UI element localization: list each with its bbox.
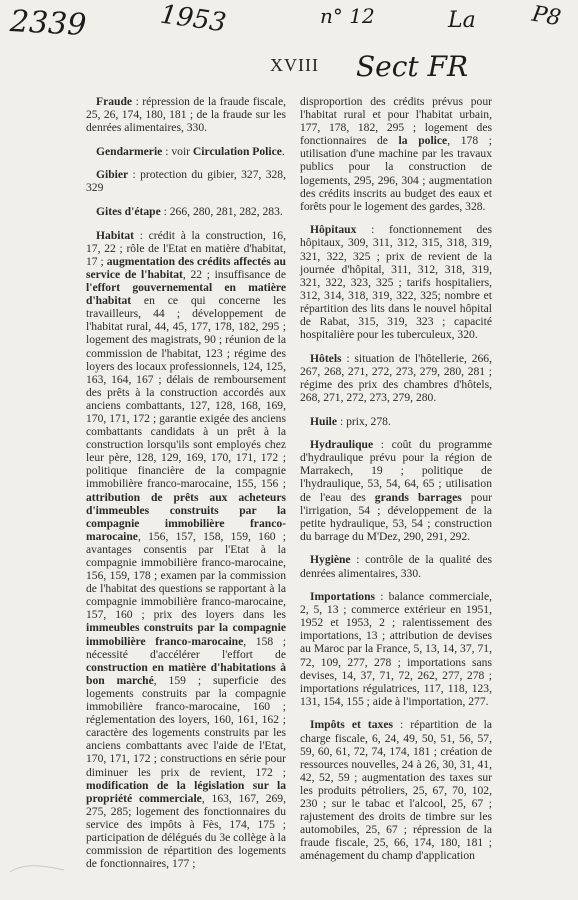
index-entry <box>86 229 286 871</box>
index-text: : voir <box>162 144 193 158</box>
index-term: attribution de prêts aux acheteurs d'immeubles construits par la compagnie immobilière franco-marocaine <box>86 490 286 543</box>
index-entry <box>300 553 492 579</box>
index-term: grands barrages <box>374 490 462 504</box>
index-entry <box>300 590 492 708</box>
index-text: , 163, 167, 269, 275, 285; logement des fonctionnaires du service des impôts à Fès, 174, 175 ; participation de délégués du 3e collège à la commission de répartition des logements de fonctionnaires, 177 ; <box>86 791 286 871</box>
index-term: Gendarmerie <box>96 144 163 158</box>
handwritten-language-mark: La <box>448 8 476 33</box>
index-term: augmentation des crédits affectés au service de l'habitat <box>86 254 286 281</box>
index-text: , 178 ; utilisation d'une machine par les travaux publics pour la construction de logements, 295, 296, 304 ; augmentation des crédits inscrits au budget des eaux et forêts pour le logement des gardes, 328. <box>300 134 492 213</box>
index-text: , 22 ; insuffisance de <box>182 267 286 281</box>
index-term: Gibier <box>96 168 129 182</box>
index-text: : prix, 278. <box>337 414 391 428</box>
index-term: Fraude <box>96 95 133 108</box>
index-term: Hôtels <box>310 351 342 365</box>
index-text: . <box>281 144 285 158</box>
index-entry <box>300 718 492 862</box>
index-term: Hygiène <box>310 553 351 567</box>
index-text: : crédit à la construction, 16, 17, 22 ; rôle de l'Etat en matière d'habitat, 17 ; <box>86 228 286 268</box>
index-term: Hôpitaux <box>310 223 357 237</box>
index-term: Habitat <box>96 228 135 242</box>
index-column-left <box>86 95 286 881</box>
index-term: immeubles construits par la compagnie immobilière franco-marocaine <box>86 621 286 648</box>
index-entry <box>300 415 492 428</box>
index-text: disproportion des crédits prévus pour l'habitat rural et pour l'habitat urbain, 177, 178, 182, 295 ; logement des fonctionnaires de <box>300 95 492 148</box>
index-text: : situation de l'hôtellerie, 266, 267, 268, 271, 272, 273, 279, 280, 281 ; régime des prix des chambres d'hôtels, 268, 271, 272, 273, 279, 280. <box>300 351 492 404</box>
index-term: l'effort gouvernemental en matière d'habitat <box>86 281 286 308</box>
index-entry <box>300 223 492 341</box>
index-entry <box>300 438 492 543</box>
handwritten-page-mark: P8 <box>530 1 563 32</box>
index-term: modification de la législation sur la propriété commerciale <box>86 778 286 805</box>
index-entry <box>300 352 492 404</box>
index-text: : répartition de la charge fiscale, 6, 24, 49, 50, 51, 56, 57, 59, 60, 61, 72, 74, 174, 181 ; création de ressources nouvelles, 24 à 26, 30, 31, 41, 42, 52, 59 ; augmentation des taxes sur les produits pétroliers, 25, 67, 70, 102, 230 ; sur le tabac et l'alcool, 25, 67 ; rajustement des droits de timbre sur les automobiles, 25, 67 ; répression de la fraude fiscale, 25, 66, 174, 180, 181 ; aménagement du champ d'application <box>300 718 492 863</box>
index-entry <box>300 95 492 213</box>
index-entry <box>86 95 286 134</box>
index-text: , 159 ; superficie des logements construits par la compagnie immobilière franco-marocaine, 160 ; réglementation des loyers, 160, 161, 162 ; caractère des logements construits par les anciens combattants avec l'aide de l'Etat, 170, 171, 172 ; constructions en série pour diminuer les prix de revient, 172 ; <box>86 673 286 779</box>
index-term: Circulation Police <box>192 144 282 158</box>
index-text: : 266, 280, 281, 282, 283. <box>160 205 283 219</box>
handwritten-year: 1953 <box>158 0 228 39</box>
handwritten-section-mark: Sect FR <box>356 50 469 83</box>
index-term: construction en matière d'habitations à bon marché <box>86 660 286 687</box>
index-column-right <box>300 95 492 873</box>
handwritten-issue-number: n° 12 <box>320 4 375 28</box>
index-term: Importations <box>310 590 376 604</box>
index-term: Huile <box>310 414 338 428</box>
index-term: la police <box>398 134 448 148</box>
index-text: : fonctionnement des hôpitaux, 309, 311, 312, 315, 318, 319, 321, 322, 325 ; prix de revient de la journée d'hôpital, 311, 312, 318, 319, 321, 322, 323, 325 ; tarifs hospitaliers, 312, 314, 318, 319, 322, 325; nombre et répartition des lits dans le nouvel hôpital de Rabat, 315, 319, 323 ; capacité hospitalière pour les tuberculeux, 320. <box>300 223 492 342</box>
index-text: : contrôle de la qualité des denrées alimentaires, 330. <box>300 553 492 580</box>
index-text: : coût du programme d'hydraulique prévu pour la région de Marrakech, 19 ; politique de l'hydraulique, 53, 54, 64, 65 ; utilisation de l'eau des <box>300 438 492 504</box>
index-text: : balance commerciale, 2, 5, 13 ; commerce extérieur en 1951, 1952 et 1953, 2 ; ralentissement des importations, 13 ; attribution de devises au Maroc par la France, 5, 13, 14, 37, 71, 72, 109, 277, 278 ; importations sans devises, 14, 37, 71, 72, 262, 277, 278 ; importations régulatrices, 117, 118, 123, 131, 154, 155 ; aide à l'importation, 277. <box>300 590 492 708</box>
index-text: : protection du gibier, 327, 328, 329 <box>86 168 286 195</box>
handwritten-archive-number: 2339 <box>9 4 88 43</box>
index-term: Hydraulique <box>310 438 374 452</box>
index-entry <box>86 205 286 218</box>
index-text: : répression de la fraude fiscale, 25, 26, 174, 180, 181 ; de la fraude sur les denrées alimentaires, 330. <box>86 95 286 135</box>
index-term: Gites d'étape <box>96 205 161 219</box>
page-number: XVIII <box>270 55 319 75</box>
binding-mark-bottom-left <box>8 860 68 876</box>
index-text: , 158 ; nécessité d'accélérer l'effort de <box>86 634 286 661</box>
index-text: en ce qui concerne les travailleurs, 44 ; développement de l'habitat rural, 44, 45, 177, 178, 182, 295 ; logement des magistrats, 90 ; réunion de la commission de l'habitat, 123 ; régime des loyers des locaux professionnels, 124, 125, 163, 164, 167 ; délais de remboursement des prêts à la construction accordés aux anciens combattants, 127, 128, 168, 169, 170, 171, 172 ; garantie exigée des anciens combattants candidats à un prêt à la construction lorsqu'ils sont employés chez leur père, 128, 129, 169, 170, 171, 172 ; politique financière de la compagnie immobilière franco-marocaine, 155, 156 ; <box>86 294 286 491</box>
index-term: Impôts et taxes <box>310 718 393 732</box>
index-text: pour l'irrigation, 54 ; développement de la petite hydraulique, 53, 54 ; construction du barrage du M'Dez, 290, 291, 292. <box>300 490 492 543</box>
index-text: , 156, 157, 158, 159, 160 ; avantages consentis par l'Etat à la compagnie immobilière franco-marocaine, 156, 159, 178 ; examen par la commission de l'habitat des questions se rapportant à la compagnie immobilière franco-marocaine, 157, 160 ; prix des loyers dans les <box>86 529 286 622</box>
index-entry <box>86 145 286 158</box>
index-entry <box>86 168 286 194</box>
